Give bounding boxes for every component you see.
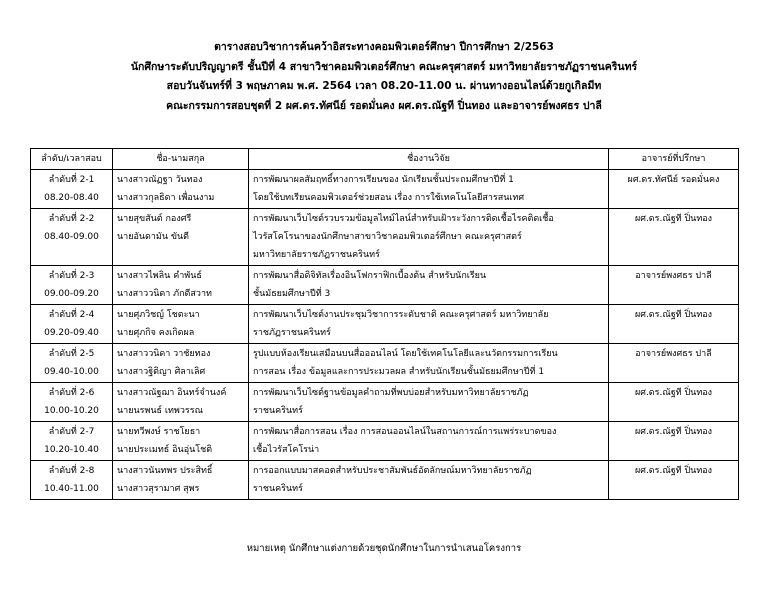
student-names-cell-line: นายนรพนธ์ เทพวรรณ [117,406,203,416]
research-title-cell-line: รูปแบบห้องเรียนเสมือนบนสื่อออนไลน์ โดยใช้เทคโนโลยีและนวัตกรรมการเรียน [253,349,558,359]
research-title-cell [249,170,609,209]
exam-slot-cell-line: ลำดับที่ 2-7 [48,427,95,437]
exam-date-line: สอบวันจันทร์ที่ 3 พฤษภาคม พ.ศ. 2564 เวลา 08.20-11.00 น. ผ่านทางออนไลน์ด้วยกูเกิลมีท [166,80,602,92]
table-row [31,422,739,461]
research-title-cell-line: การพัฒนาสื่อดิจิทัลเรื่องอินโฟกราฟิกเบื้องต้น สำหรับนักเรียน [253,271,487,281]
exam-slot-cell-line: 10.40-11.00 [44,484,99,494]
column-header-title: ชื่องานวิจัย [249,149,609,170]
research-title-cell-line: การออกแบบมาสคอตสำหรับประชาสัมพันธ์อัตลักษณ์มหาวิทยาลัยราชภัฏ [253,466,532,476]
table-row [31,461,739,500]
student-names-cell-line: นายศุภวิชญ์ โชตะนา [117,310,200,320]
exam-slot-cell-line: ลำดับที่ 2-3 [48,271,95,281]
exam-slot-cell-line: 08.40-09.00 [44,232,99,242]
student-names-cell [113,422,249,461]
table-row [31,170,739,209]
student-names-cell [113,383,249,422]
research-title-cell-line: การพัฒนาสื่อการสอน เรื่อง การสอนออนไลน์ในสถานการณ์การแพร่ระบาดของ [253,427,557,437]
exam-slot-cell-line: ลำดับที่ 2-1 [48,175,95,185]
footer-note: หมายเหตุ นักศึกษาแต่งกายด้วยชุดนักศึกษาในการนำเสนอโครงการ [246,543,522,554]
research-title-cell [249,461,609,500]
research-title-cell-line: เชื้อไวรัสโคโรน่า [253,445,320,455]
table-row [31,383,739,422]
research-title-cell-line: ชั้นมัธยมศึกษาปีที่ 3 [253,289,331,299]
exam-slot-cell-line: ลำดับที่ 2-2 [48,214,95,224]
research-title-cell-line: ราชนครินทร์ [253,484,303,494]
exam-slot-cell [31,266,113,305]
exam-slot-cell-line: ลำดับที่ 2-6 [48,388,95,398]
exam-slot-cell-line: 09.40-10.00 [44,367,99,377]
research-title-cell-line: การพัฒนาผลสัมฤทธิ์ทางการเรียนของ นักเรียนชั้นประถมศึกษาปีที่ 1 [253,175,514,185]
exam-slot-cell [31,305,113,344]
exam-slot-cell-line: 10.20-10.40 [44,445,99,455]
student-names-cell-line: นายอันดามัน ขันตี [117,232,190,242]
student-names-cell [113,170,249,209]
exam-slot-cell-line: 08.20-08.40 [44,193,99,203]
document-title: ตารางสอบวิชาการค้นคว้าอิสระทางคอมพิวเตอร์ศึกษา ปีการศึกษา 2/2563 [214,41,554,53]
research-title-cell [249,344,609,383]
advisor-cell: ผศ.ดร.ณัฐที ปิ่นทอง [609,305,739,344]
column-header-name: ชื่อ-นามสกุล [113,149,249,170]
exam-slot-cell [31,422,113,461]
exam-slot-cell [31,209,113,266]
student-names-cell-line: นายสุขสันต์ กองศรี [117,214,192,224]
column-header-advisor: อาจารย์ที่ปรึกษา [609,149,739,170]
student-names-cell-line: นางสาววนิดา ภักดีสวาท [117,289,212,299]
student-names-cell [113,266,249,305]
student-names-cell-line: นางสาวนันทพร ประสิทธิ์ [117,466,213,476]
table-header-row [31,149,739,170]
table-row [31,209,739,266]
advisor-cell: ผศ.ดร.ณัฐที ปิ่นทอง [609,383,739,422]
research-title-cell-line: โดยใช้บทเรียนคอมพิวเตอร์ช่วยสอน เรื่อง การใช้เทคโนโลยีสารสนเทศ [253,193,525,203]
table-row [31,344,739,383]
exam-slot-cell [31,170,113,209]
student-names-cell [113,209,249,266]
student-names-cell-line: นางสาวไพลิน คำพันธ์ [117,271,202,281]
student-names-cell-line: นายทวีพงษ์ ราชโยธา [117,427,201,437]
student-names-cell-line: นางสาวฐิติญา ศิลาเลิศ [117,367,206,377]
student-names-cell [113,305,249,344]
advisor-cell: ผศ.ดร.ทัศนีย์ รอดมั่นคง [609,170,739,209]
table-row [31,266,739,305]
document-subtitle: นักศึกษาระดับปริญญาตรี ชั้นปีที่ 4 สาขาวิชาคอมพิวเตอร์ศึกษา คณะครุศาสตร์ มหาวิทยาลัยราชภัฏราชนครินทร์ [130,60,638,73]
document-header [0,38,768,116]
research-title-cell-line: ราชภัฏราชนครินทร์ [253,328,331,338]
advisor-cell: ผศ.ดร.ณัฐที ปิ่นทอง [609,461,739,500]
exam-slot-cell-line: ลำดับที่ 2-8 [48,466,95,476]
research-title-cell-line: มหาวิทยาลัยราชภัฏราชนครินทร์ [253,250,380,260]
advisor-cell: อาจารย์พงศธร ปาลี [609,344,739,383]
student-names-cell-line: นายศุภกิจ คงเกิดผล [117,328,195,338]
student-names-cell-line: นางสาวณัฏฐา วันทอง [117,175,203,185]
advisor-cell: ผศ.ดร.ณัฐที ปิ่นทอง [609,422,739,461]
advisor-cell: ผศ.ดร.ณัฐที ปิ่นทอง [609,209,739,266]
student-names-cell-line: นางสาวกุลธิดา เพื่อนงาม [117,193,215,203]
exam-slot-cell-line: ลำดับที่ 2-5 [48,349,95,359]
schedule-body [31,170,739,500]
student-names-cell-line: นางสาววนิดา วาชัยทอง [117,349,211,359]
student-names-cell-line: นางสาวณัฐฌา อินทร์จำนงค์ [117,388,227,398]
exam-slot-cell [31,383,113,422]
exam-slot-cell-line: ลำดับที่ 2-4 [48,310,95,320]
schedule-table [30,148,739,500]
advisor-cell: อาจารย์พงศธร ปาลี [609,266,739,305]
student-names-cell [113,461,249,500]
research-title-cell-line: ไวรัสโคโรนาของนักศึกษาสาขาวิชาคอมพิวเตอร์ศึกษา คณะครุศาสตร์ [253,232,522,242]
research-title-cell [249,305,609,344]
research-title-cell-line: การพัฒนาเว็บไซต์ฐานข้อมูลคำถามที่พบบ่อยสำหรับมหาวิทยาลัยราชภัฏ [253,388,529,398]
student-names-cell [113,344,249,383]
student-names-cell-line: นางสาวสุรามาศ สุพร [117,484,200,494]
exam-slot-cell [31,461,113,500]
research-title-cell-line: ราชนครินทร์ [253,406,303,416]
exam-slot-cell-line: 09.00-09.20 [44,289,99,299]
research-title-cell [249,266,609,305]
research-title-cell [249,209,609,266]
research-title-cell-line: การพัฒนาเว็บไซต์งานประชุมวิชาการระดับชาติ คณะครุศาสตร์ มหาวิทยาลัย [253,310,549,320]
exam-slot-cell-line: 09.20-09.40 [44,328,99,338]
column-header-time: ลำดับ/เวลาสอบ [31,149,113,170]
student-names-cell-line: นายประเมทธ์ อินอุ่นโชติ [117,445,213,455]
research-title-cell-line: การพัฒนาเว็บไซต์รวบรวมข้อมูลไทม์ไลน์สำหรับเฝ้าระวังการติดเชื้อไรคติดเชื้อ [253,214,554,224]
committee-line: คณะกรรมการสอบชุดที่ 2 ผศ.ดร.ทัศนีย์ รอดมั่นคง ผศ.ดร.ณัฐที ปิ่นทอง และอาจารย์พงศธร ปาลี [166,99,602,112]
exam-slot-cell [31,344,113,383]
research-title-cell [249,422,609,461]
research-title-cell-line: การสอน เรื่อง ข้อมูลและการประมวลผล สำหรับนักเรียนชั้นมัธยมศึกษาปีที่ 1 [253,367,545,377]
exam-slot-cell-line: 10.00-10.20 [44,406,99,416]
table-row [31,305,739,344]
research-title-cell [249,383,609,422]
